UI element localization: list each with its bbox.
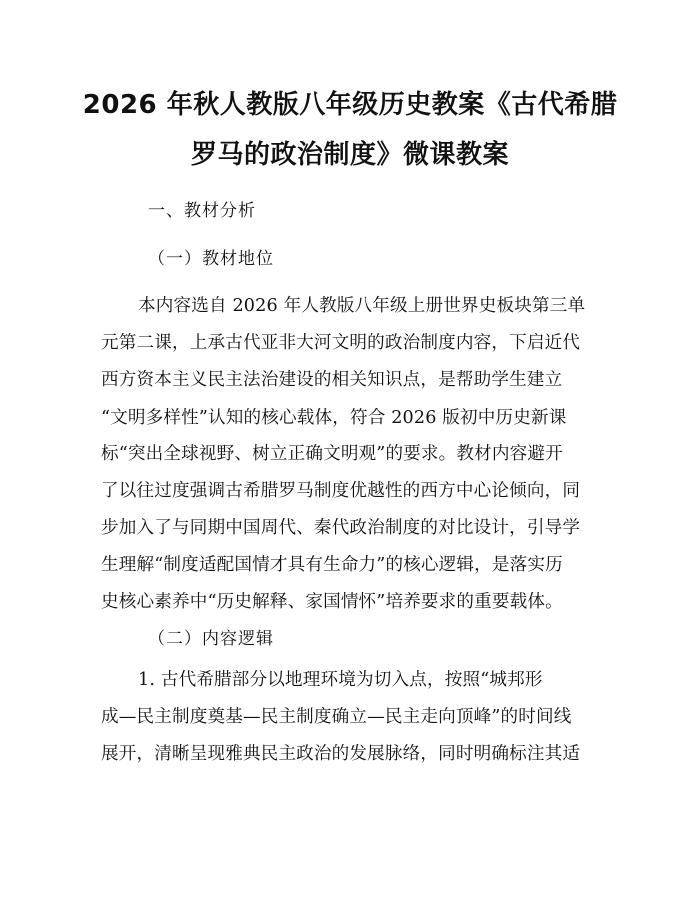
paragraph-line: 成—民主制度奠基—民主制度确立—民主走向顶峰”的时间线 bbox=[101, 707, 572, 727]
paragraph-line: 生理解“制度适配国情才具有生命力”的核心逻辑，是落实历 bbox=[101, 555, 563, 575]
paragraph-line: 史核心素养中“历史解释、家国情怀”培养要求的重要载体。 bbox=[101, 592, 563, 612]
paragraph-line: 西方资本主义民主法治建设的相关知识点，是帮助学生建立 bbox=[101, 370, 563, 390]
document-title-line-2: 罗马的政治制度》微课教案 bbox=[190, 140, 509, 170]
section-heading-teaching-material-analysis: 一、教材分析 bbox=[148, 201, 256, 221]
subsection-heading-material-position: （一）教材地位 bbox=[148, 249, 274, 269]
paragraph-line: 1. 古代希腊部分以地理环境为切入点，按照“城邦形 bbox=[138, 670, 543, 690]
paragraph-line: 本内容选自 2026 年人教版八年级上册世界史板块第三单 bbox=[138, 296, 586, 316]
document-title-line-1: 2026 年秋人教版八年级历史教案《古代希腊 bbox=[82, 90, 618, 120]
paragraph-line: 元第二课，上承古代亚非大河文明的政治制度内容，下启近代 bbox=[101, 333, 581, 353]
paragraph-line: 标“突出全球视野、树立正确文明观”的要求。教材内容避开 bbox=[101, 444, 563, 464]
subsection-heading-content-logic: （二）内容逻辑 bbox=[148, 629, 274, 649]
paragraph-line: “文明多样性”认知的核心载体，符合 2026 版初中历史新课 bbox=[101, 408, 567, 428]
paragraph-line: 展开，清晰呈现雅典民主政治的发展脉络，同时明确标注其适 bbox=[101, 744, 581, 764]
paragraph-line: 了以往过度强调古希腊罗马制度优越性的西方中心论倾向，同 bbox=[101, 481, 581, 501]
paragraph-line: 步加入了与同期中国周代、秦代政治制度的对比设计，引导学 bbox=[101, 518, 581, 538]
